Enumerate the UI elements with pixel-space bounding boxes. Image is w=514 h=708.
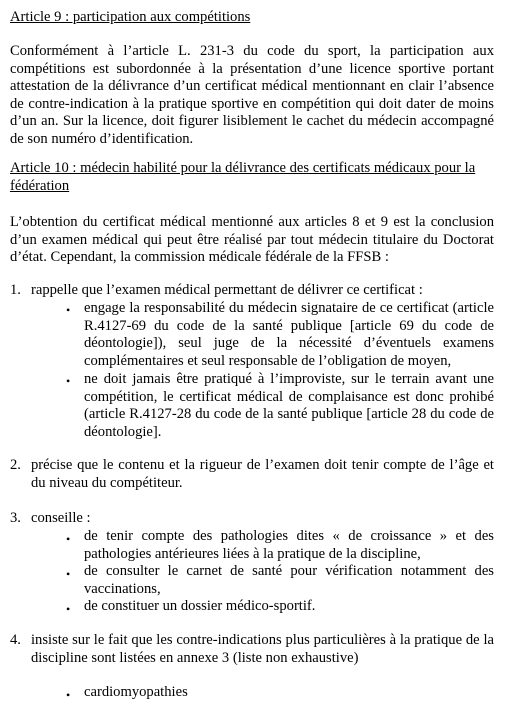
item-text: conseille : — [31, 510, 91, 526]
sub-item: ne doit jamais être pratiqué à l’improviste, sur le terrain avant une compétition, le certificat médical de complaisance est donc prohibé (article R.4127-28 du code de la santé publique [article 28 du code de déontologie]. — [84, 371, 494, 440]
bullet-icon: • — [66, 303, 71, 317]
article-9-paragraph: Conformément à l’article L. 231-3 du code du sport, la participation aux compétitions est subordonnée à la présentation d’une licence sportive portant attestation de la délivrance d’un certificat médical mentionnant en clair l’absence de contre-indication à la pratique sportive en compétition qui doit dater de moins d’un an. Sur la licence, doit figurer lisiblement le cachet du médecin accompagné de son numéro d’identification. — [10, 43, 494, 147]
sub-item: cardiomyopathies — [84, 684, 188, 700]
article-9-heading: Article 9 : participation aux compétitions — [10, 9, 251, 25]
sub-item: engage la responsabilité du médecin signataire de ce certificat (article R.4127-69 du code de la santé publique [article 69 du code de déontologie]), seul juge de la nécessité d’éventuels examens complémentaires et seul responsable de l’obligation de moyen, — [84, 300, 494, 369]
bullet-icon: • — [66, 567, 71, 581]
item-number: 3. — [10, 510, 21, 526]
bullet-icon: • — [66, 602, 71, 616]
sub-item: de constituer un dossier médico-sportif. — [84, 598, 316, 614]
bullet-icon: • — [66, 374, 71, 388]
item-number: 1. — [10, 282, 21, 298]
bullet-icon: • — [66, 688, 71, 702]
item-number: 4. — [10, 632, 21, 648]
item-number: 2. — [10, 457, 21, 473]
item-text: précise que le contenu et la rigueur de l’examen doit tenir compte de l’âge et du niveau du compétiteur. — [31, 457, 494, 491]
item-text: insiste sur le fait que les contre-indications plus particulières à la pratique de la discipline sont listées en annexe 3 (liste non exhaustive) — [31, 632, 494, 666]
sub-item: de consulter le carnet de santé pour vérification notamment des vaccinations, — [84, 563, 494, 597]
sub-item: de tenir compte des pathologies dites « de croissance » et des pathologies antérieures liées à la pratique de la discipline, — [84, 528, 494, 562]
item-text: rappelle que l’examen médical permettant de délivrer ce certificat : — [31, 282, 423, 298]
bullet-icon: • — [66, 532, 71, 546]
article-10-heading: Article 10 : médecin habilité pour la délivrance des certificats médicaux pour la fédération — [10, 160, 476, 194]
article-10-paragraph: L’obtention du certificat médical mentionné aux articles 8 et 9 est la conclusion d’un examen médical qui peut être réalisé par tout médecin titulaire du Doctorat d’état. Cependant, la commission médicale fédérale de la FFSB : — [10, 214, 494, 266]
